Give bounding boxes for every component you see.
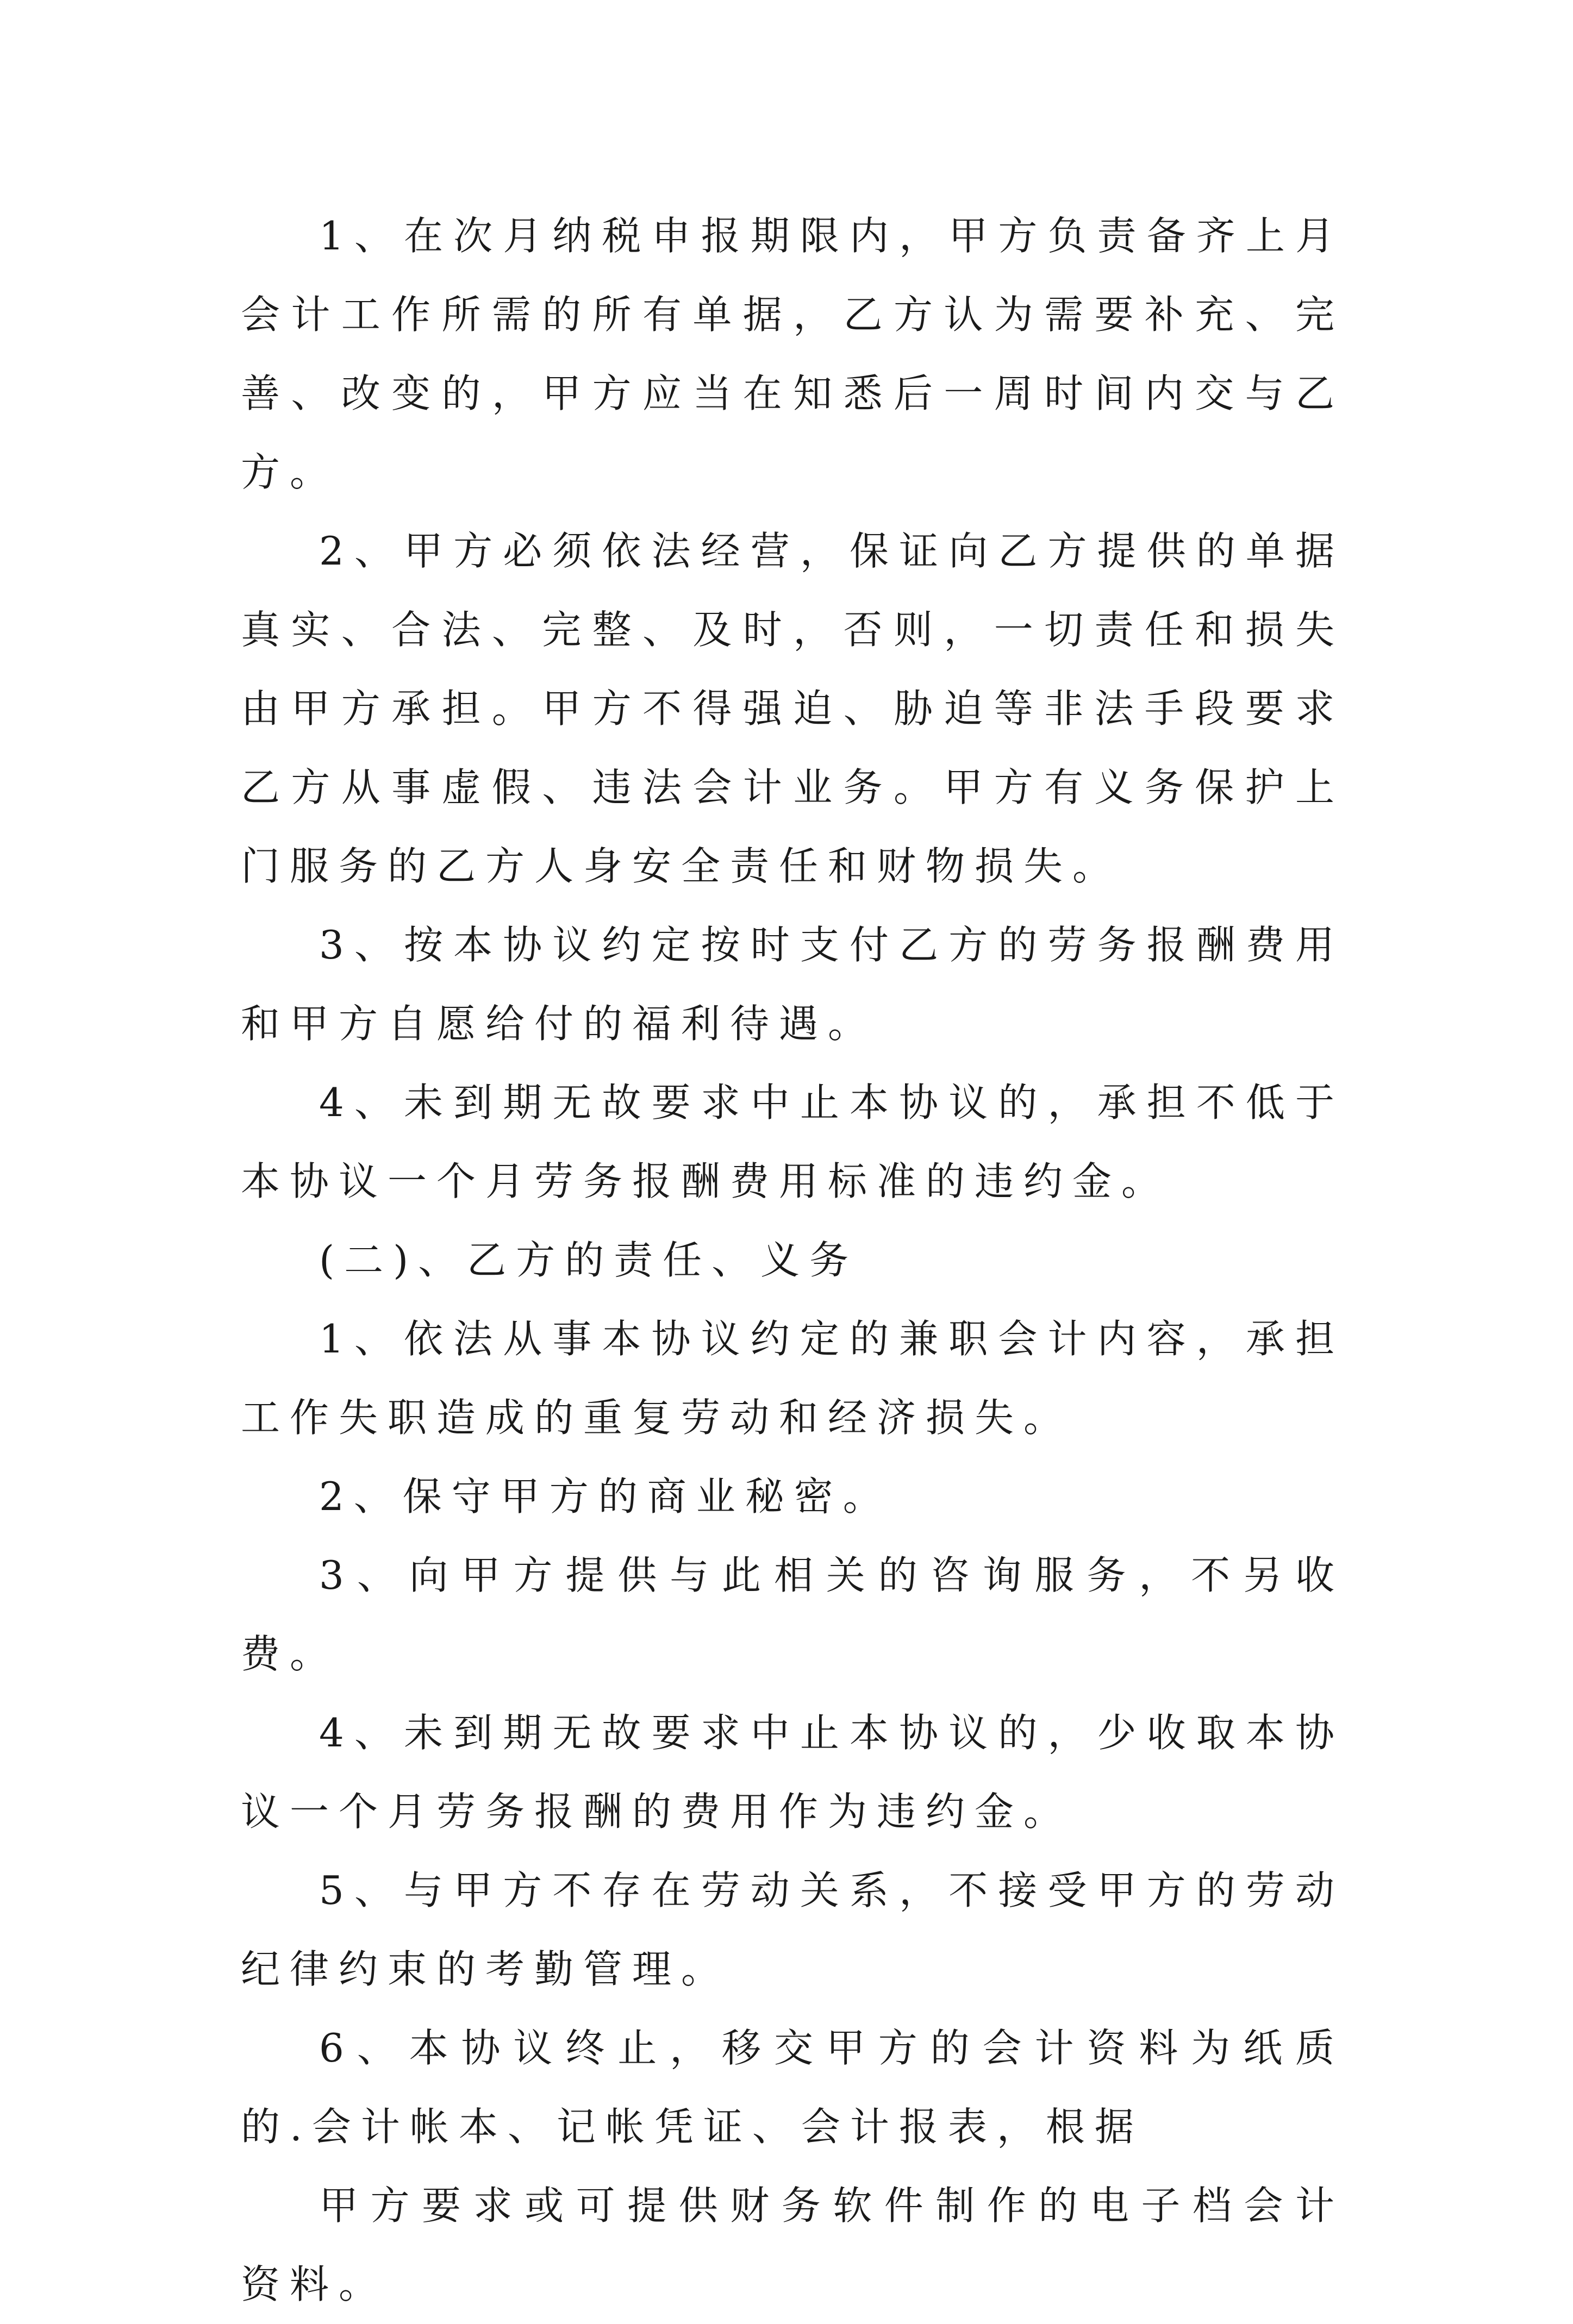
- section-heading: (二)、乙方的责任、义务: [319, 1237, 859, 1283]
- paragraph-5: 1、依法从事本协议约定的兼职会计内容，承担工作失职造成的重复劳动和经济损失。: [241, 1316, 1344, 1440]
- paragraph-8: 4、未到期无故要求中止本协议的，少收取本协议一个月劳务报酬的费用作为违约金。: [241, 1710, 1344, 1834]
- paragraph-10: 6、本协议终止，移交甲方的会计资料为纸质的.会计帐本、记帐凭证、会计报表，根据: [241, 2025, 1344, 2150]
- paragraph-11: 甲方要求或可提供财务软件制作的电子档会计资料。: [241, 2183, 1344, 2307]
- paragraph-3: 3、按本协议约定按时支付乙方的劳务报酬费用和甲方自愿给付的福利待遇。: [241, 922, 1344, 1047]
- paragraph-1: 1、在次月纳税申报期限内，甲方负责备齐上月会计工作所需的所有单据，乙方认为需要补充、完善、改变的，甲方应当在知悉后一周时间内交与乙方。: [241, 213, 1344, 495]
- paragraph-7: 3、向甲方提供与此相关的咨询服务，不另收费。: [241, 1552, 1344, 1677]
- document-body: [241, 197, 1344, 2324]
- paragraph-6: 2、保守甲方的商业秘密。: [319, 1474, 892, 1519]
- paragraph-4: 4、未到期无故要求中止本协议的，承担不低于本协议一个月劳务报酬费用标准的违约金。: [241, 1080, 1344, 1204]
- paragraph-2: 2、甲方必须依法经营，保证向乙方提供的单据真实、合法、完整、及时，否则，一切责任和损失由甲方承担。甲方不得强迫、胁迫等非法手段要求乙方从事虚假、违法会计业务。甲方有义务保护上门服务的乙方人身安全责任和财物损失。: [241, 528, 1344, 889]
- paragraph-9: 5、与甲方不存在劳动关系，不接受甲方的劳动纪律约束的考勤管理。: [241, 1868, 1344, 1992]
